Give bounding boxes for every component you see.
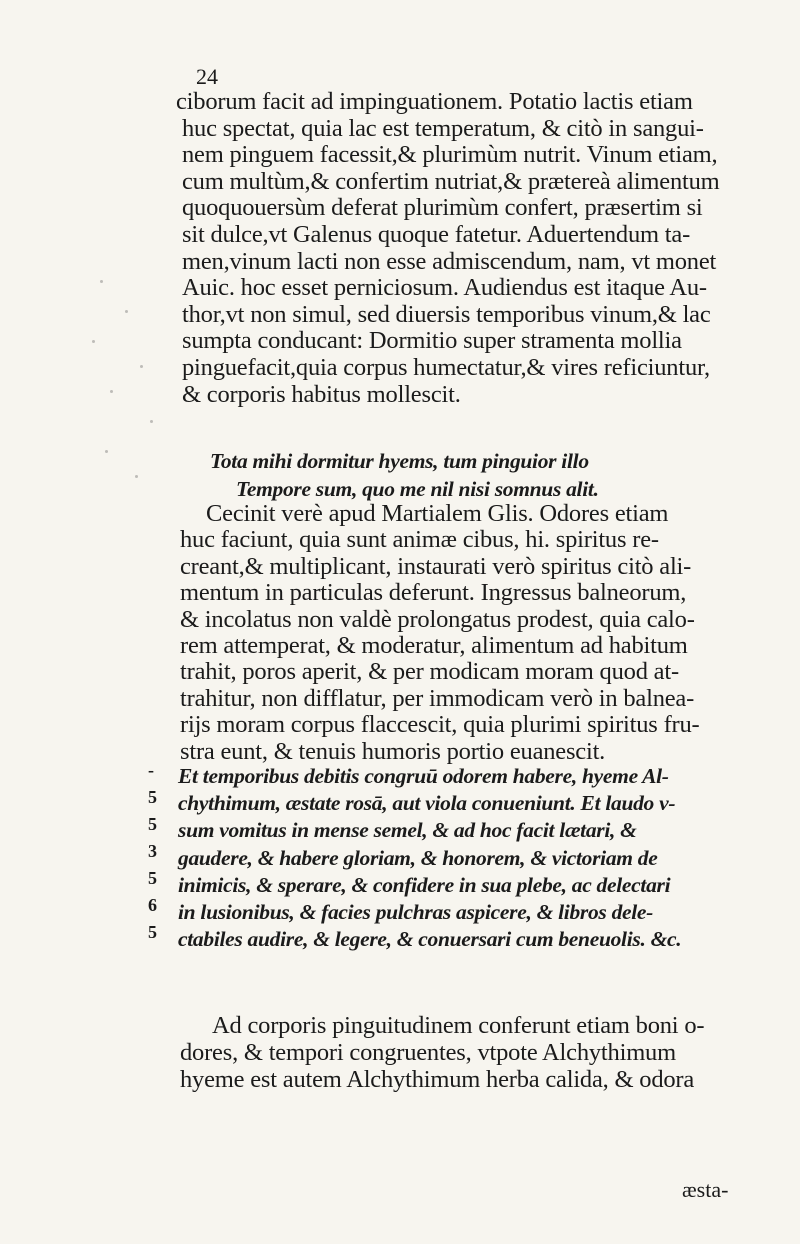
- text-line: sit dulce,vt Galenus quoque fatetur. Aduertendum ta-: [182, 221, 691, 248]
- text-line: mentum in particulas deferunt. Ingressus balneorum,: [180, 579, 687, 606]
- speck: [105, 450, 108, 453]
- text-line: & incolatus non valdè prolongatus prodest, quia calo-: [180, 606, 695, 633]
- margin-mark: 6: [148, 895, 157, 915]
- text-line: thor,vt non simul, sed diuersis temporibus vinum,& lac: [182, 301, 711, 328]
- speck: [125, 310, 128, 313]
- italic-text-line: Tempore sum, quo me nil nisi somnus alit.: [236, 477, 599, 501]
- text-line: pinguefacit,quia corpus humectatur,& vires reficiuntur,: [182, 354, 710, 381]
- text-line: stra eunt, & tenuis humoris portio euanescit.: [180, 738, 606, 765]
- text-line: quoquouersùm deferat plurimùm confert, præsertim si: [182, 194, 703, 221]
- margin-mark: -: [148, 760, 154, 780]
- text-line: cum multùm,& confertim nutriat,& prætereà alimentum: [182, 168, 720, 195]
- text-line: Auic. hoc esset perniciosum. Audiendus est itaque Au-: [182, 274, 707, 301]
- italic-text-line: inimicis, & sperare, & confidere in sua plebe, ac delectari: [178, 873, 671, 897]
- page-number: 24: [196, 64, 218, 89]
- text-line: men,vinum lacti non esse admiscendum, nam, vt monet: [182, 248, 717, 275]
- italic-text-line: gaudere, & habere gloriam, & honorem, & victoriam de: [178, 846, 658, 870]
- text-line: rem attemperat, & moderatur, alimentum ad habitum: [180, 632, 688, 659]
- text-line: nem pinguem facessit,& plurimùm nutrit. Vinum etiam,: [182, 141, 718, 168]
- text-line: Ad corporis pinguitudinem conferunt etiam boni o-: [212, 1012, 705, 1039]
- italic-text-line: Et temporibus debitis congruū odorem habere, hyeme Al-: [178, 764, 669, 788]
- speck: [92, 340, 95, 343]
- italic-text-line: in lusionibus, & facies pulchras aspicere, & libros dele-: [178, 900, 654, 924]
- text-line: hyeme est autem Alchythimum herba calida, & odora: [180, 1066, 695, 1093]
- catchword: æsta-: [682, 1177, 729, 1202]
- text-line: trahitur, non difflatur, per immodicam verò in balnea-: [180, 685, 695, 712]
- italic-text-line: chythimum, æstate rosā, aut viola conueniunt. Et laudo v-: [178, 791, 676, 815]
- margin-mark: 5: [148, 787, 157, 807]
- ink-specks: [80, 270, 180, 500]
- margin-mark: 3: [148, 841, 157, 861]
- speck: [150, 420, 153, 423]
- speck: [100, 280, 103, 283]
- text-line: ciborum facit ad impinguationem. Potatio lactis etiam: [176, 88, 693, 115]
- text-line: trahit, poros aperit, & per modicam moram quod at-: [180, 658, 679, 685]
- speck: [135, 475, 138, 478]
- margin-mark: 5: [148, 868, 157, 888]
- italic-text-line: ctabiles audire, & legere, & conuersari cum beneuolis. &c.: [178, 927, 682, 951]
- text-line: huc faciunt, quia sunt animæ cibus, hi. spiritus re-: [180, 526, 659, 553]
- margin-mark: 5: [148, 922, 157, 942]
- speck: [110, 390, 113, 393]
- text-line: rijs moram corpus flaccescit, quia plurimi spiritus fru-: [180, 711, 700, 738]
- italic-text-line: Tota mihi dormitur hyems, tum pinguior illo: [210, 449, 589, 473]
- text-line: dores, & tempori congruentes, vtpote Alchythimum: [180, 1039, 676, 1066]
- text-line: sumpta conducant: Dormitio super stramenta mollia: [182, 327, 682, 354]
- text-line: & corporis habitus mollescit.: [182, 381, 461, 408]
- text-line: huc spectat, quia lac est temperatum, & citò in sangui-: [182, 115, 704, 142]
- text-line: Cecinit verè apud Martialem Glis. Odores etiam: [206, 500, 669, 527]
- margin-mark: 5: [148, 814, 157, 834]
- text-line: creant,& multiplicant, instaurati verò spiritus citò ali-: [180, 553, 692, 580]
- speck: [140, 365, 143, 368]
- italic-text-line: sum vomitus in mense semel, & ad hoc facit lætari, &: [178, 818, 637, 842]
